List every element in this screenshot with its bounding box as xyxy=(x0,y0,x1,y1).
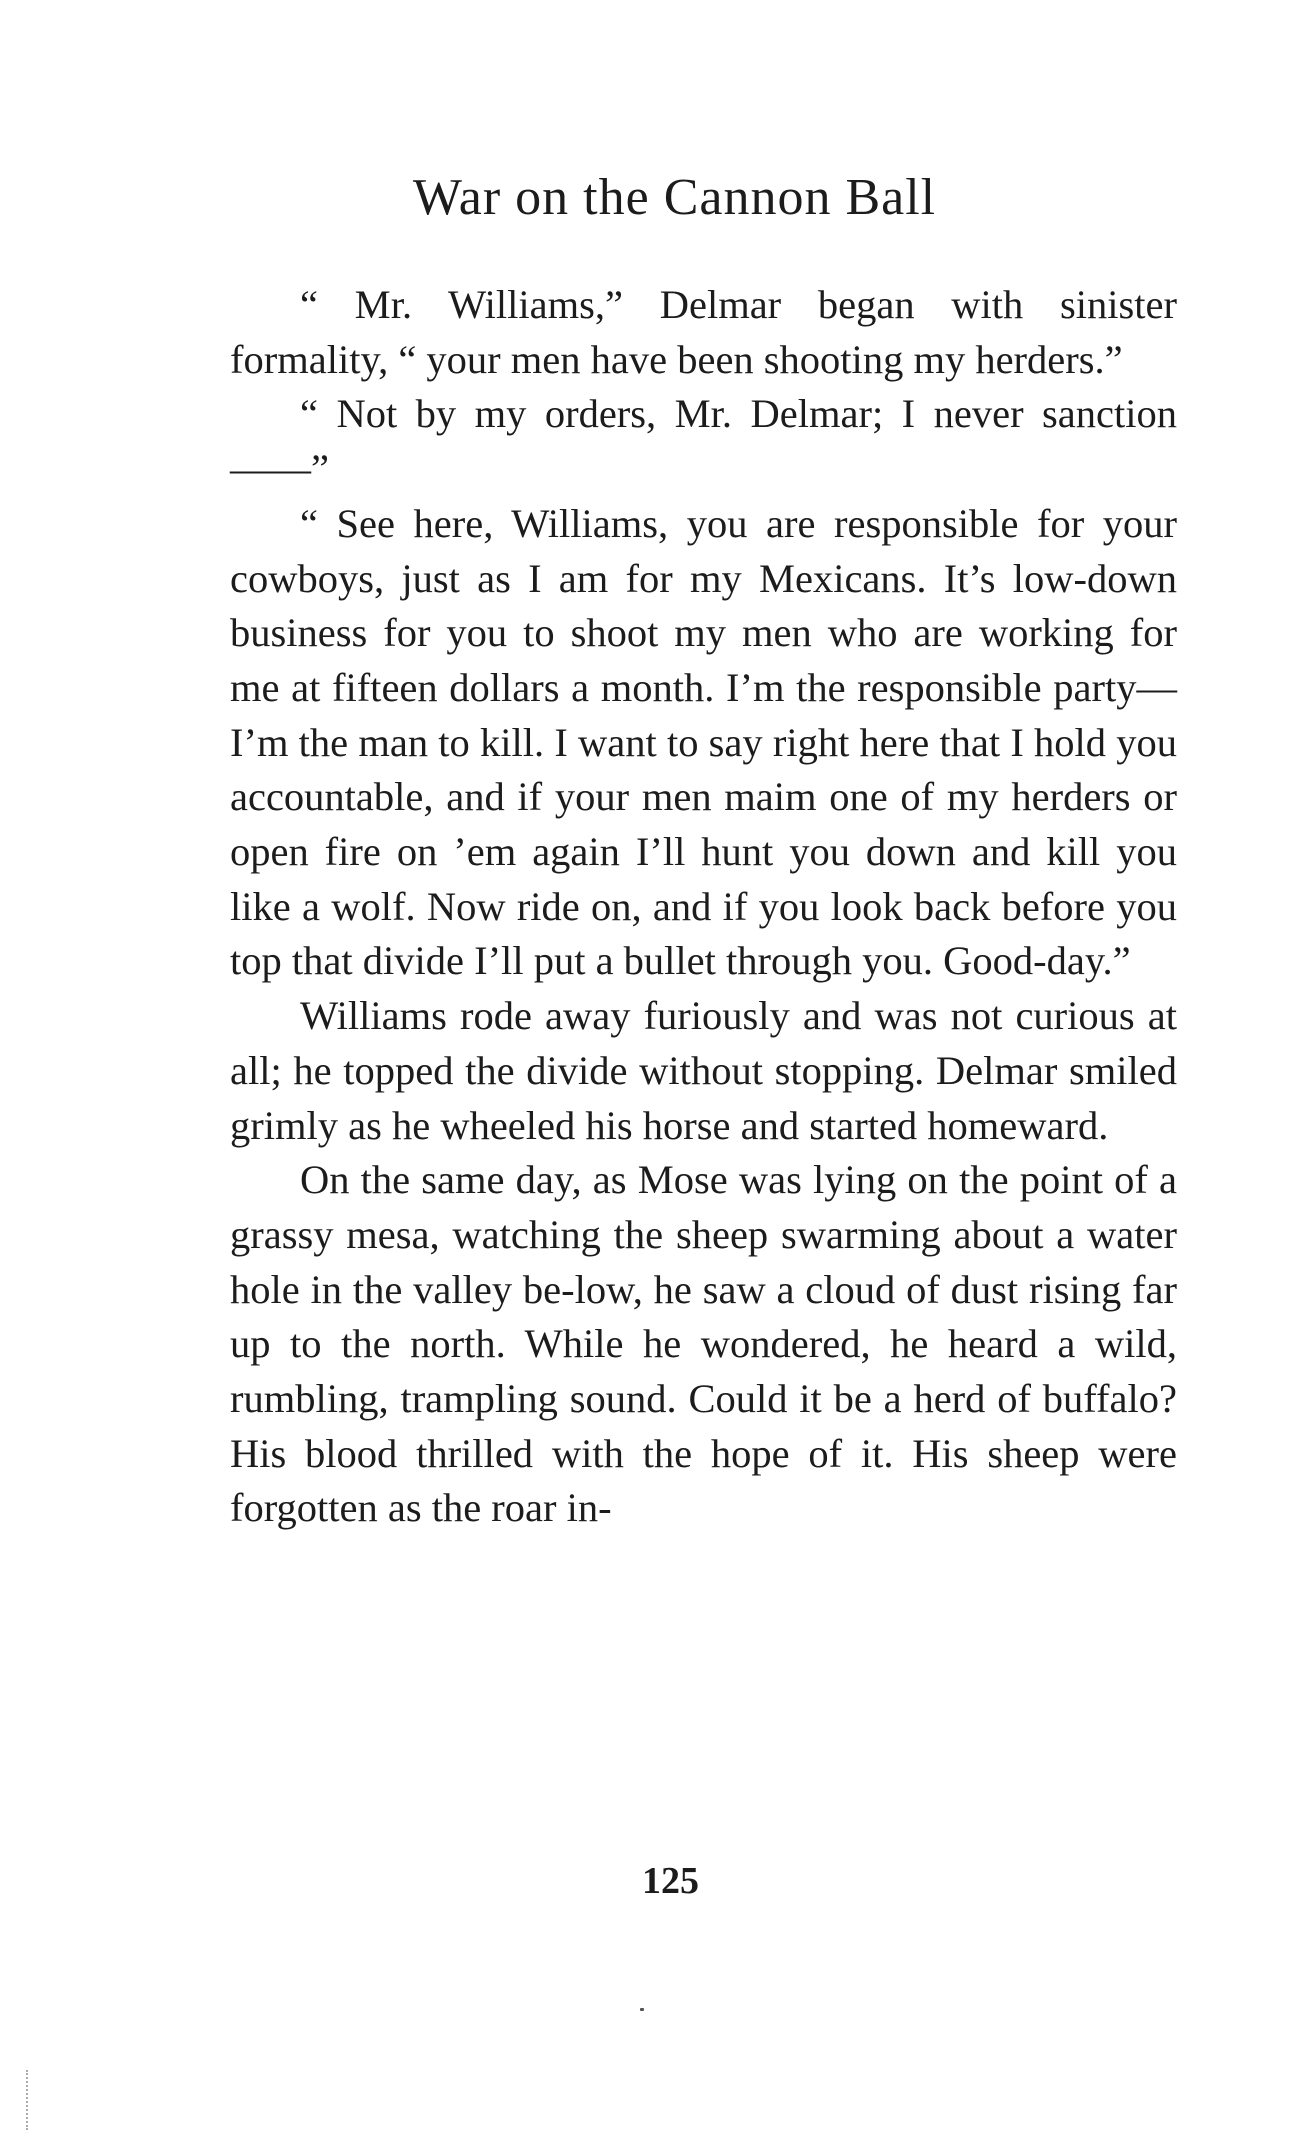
paragraph: Williams rode away furiously and was not curious at all; he topped the divide without stopping. Delmar smiled grimly as he wheeled his horse and started homeward. xyxy=(230,993,1177,1148)
page-number: 125 xyxy=(642,1860,699,1902)
paragraph: “ See here, Williams, you are responsible for your cowboys, just as I am for my Mexicans. It’s low-down business for you to shoot my men who are working for me at fifteen dollars a month. I’m the responsible party—I’m the man to kill. I want to say right here that I hold you accountable, and if your men maim one of my herders or open fire on ’em again I’ll hunt you down and kill you like a wolf. Now ride on, and if you look back before you top that divide I’ll put a bullet through you. Good-day.” xyxy=(230,500,1177,984)
body-text xyxy=(230,278,1177,1536)
paragraph: “ Not by my orders, Mr. Delmar; I never sanction——” xyxy=(230,391,1177,492)
paper-speck xyxy=(640,2008,644,2011)
running-head: War on the Cannon Ball xyxy=(412,169,937,226)
paragraph: On the same day, as Mose was lying on the point of a grassy mesa, watching the sheep swarming about a water hole in the valley be-low, he saw a cloud of dust rising far up to the north. While he wondered, he heard a wild, rumbling, trampling sound. Could it be a herd of buffalo? His blood thrilled with the hope of it. His sheep were forgotten as the roar in- xyxy=(230,1157,1177,1531)
scan-edge-mark xyxy=(26,2070,30,2130)
paragraph: “ Mr. Williams,” Delmar began with sinister formality, “ your men have been shooting my herders.” xyxy=(230,282,1177,382)
